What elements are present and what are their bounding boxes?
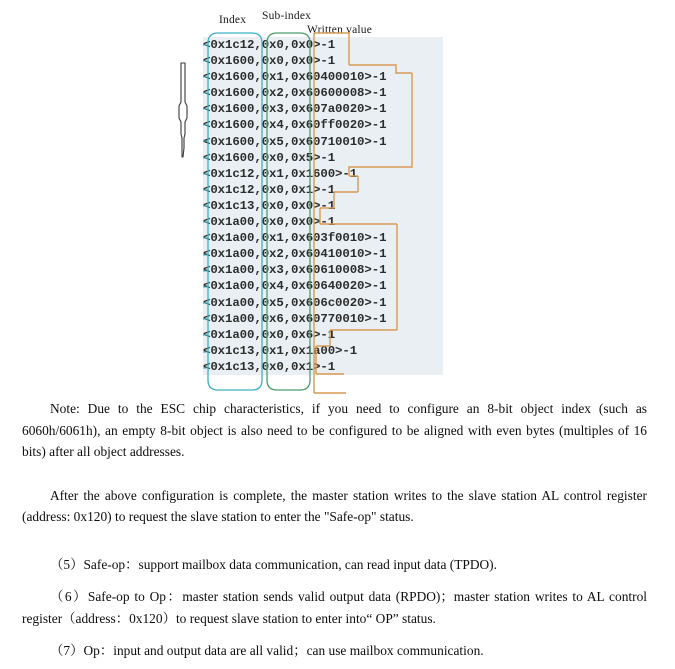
cell-tail: -1 (371, 279, 387, 294)
table-row (203, 359, 443, 375)
table-row (203, 134, 443, 150)
list-item-5: （5）Safe-op：support mailbox data communication, can read input data (TPDO). (50, 556, 497, 572)
cell-value: 0x1> (291, 359, 321, 374)
cell-index: <0x1a00, (203, 279, 262, 294)
cell-subindex: 0x2, (261, 247, 292, 262)
cell-value: 0x0> (291, 54, 321, 69)
table-row (203, 343, 443, 359)
cell-index: <0x1a00, (203, 215, 262, 230)
table-row (203, 246, 443, 262)
cell-tail: -1 (320, 327, 336, 342)
table-row (203, 198, 443, 214)
table-row (203, 214, 443, 230)
cell-index: <0x1a00, (203, 327, 262, 342)
table-row (203, 230, 443, 246)
table-row (203, 37, 443, 53)
table-row (203, 53, 443, 69)
cell-tail: -1 (320, 54, 336, 69)
cell-index: <0x1600, (203, 102, 262, 117)
cell-value: 0x5> (291, 150, 321, 165)
object-dictionary-rows (203, 37, 443, 375)
cell-tail: -1 (320, 198, 336, 213)
cell-tail: -1 (371, 295, 387, 310)
cell-index: <0x1c12, (203, 166, 262, 181)
cell-value: 0x0> (291, 198, 321, 213)
pointer-needle-icon (172, 62, 194, 158)
cell-value: 0x1a00> (291, 343, 343, 358)
cell-subindex: 0x3, (261, 102, 292, 117)
cell-subindex: 0x4, (261, 279, 292, 294)
cell-value: 0x60710010> (291, 134, 372, 149)
cell-index: <0x1a00, (203, 263, 262, 278)
cell-index: <0x1c13, (203, 198, 262, 213)
cell-subindex: 0x2, (261, 86, 292, 101)
cell-index: <0x1c12, (203, 38, 262, 52)
table-row (203, 295, 443, 311)
cell-tail: -1 (371, 86, 387, 101)
list-item-6: （6）Safe-op to Op：master station sends valid output data (RPDO)；master station writes to AL control register（address：0x120）to request slave station to enter into“ OP” status. (22, 589, 647, 626)
cell-index: <0x1c13, (203, 359, 262, 374)
cell-value: 0x60640020> (291, 279, 372, 294)
cell-subindex: 0x0, (261, 182, 292, 197)
table-row (203, 166, 443, 182)
table-row (203, 117, 443, 133)
cell-subindex: 0x0, (261, 198, 292, 213)
table-row (203, 327, 443, 343)
paragraph-gap (22, 463, 647, 485)
cell-tail: -1 (320, 38, 336, 52)
cell-tail: -1 (371, 102, 387, 117)
cell-index: <0x1600, (203, 54, 262, 69)
cell-index: <0x1600, (203, 70, 262, 85)
cell-index: <0x1a00, (203, 247, 262, 262)
cell-value: 0x1> (291, 182, 321, 197)
cell-tail: -1 (371, 231, 387, 246)
table-row (203, 101, 443, 117)
table-row (203, 69, 443, 85)
cell-value: 0x60400010> (291, 70, 372, 85)
cell-subindex: 0x3, (261, 263, 292, 278)
paragraph-gap (22, 528, 647, 554)
cell-index: <0x1c12, (203, 182, 262, 197)
cell-subindex: 0x0, (261, 150, 292, 165)
cell-tail: -1 (371, 134, 387, 149)
cell-index: <0x1600, (203, 134, 262, 149)
cell-subindex: 0x1, (261, 231, 292, 246)
cell-value: 0x603f0010> (291, 231, 372, 246)
cell-tail: -1 (320, 182, 336, 197)
cell-subindex: 0x0, (261, 359, 292, 374)
cell-tail: -1 (371, 263, 387, 278)
cell-value: 0x60410010> (291, 247, 372, 262)
cell-subindex: 0x0, (261, 215, 292, 230)
cell-index: <0x1a00, (203, 231, 262, 246)
table-row (203, 85, 443, 101)
table-row (203, 311, 443, 327)
cell-value: 0x607a0020> (291, 102, 372, 117)
paragraph-gap (22, 629, 647, 640)
cell-subindex: 0x5, (261, 134, 292, 149)
cell-index: <0x1a00, (203, 311, 262, 326)
column-label-sub-index: Sub-index (262, 10, 312, 22)
cell-tail: -1 (342, 166, 358, 181)
cell-value: 0x60770010> (291, 311, 372, 326)
column-label-index: Index (219, 14, 247, 26)
cell-tail: -1 (371, 311, 387, 326)
table-row (203, 150, 443, 166)
column-label-written-value: Written value (307, 24, 373, 36)
cell-tail: -1 (371, 247, 387, 262)
paragraph-gap (22, 575, 647, 586)
after-configuration-paragraph: After the above configuration is complete, the master station writes to the slave station AL control register (address: 0x120) to request the slave station to enter the "Safe-op" status. (22, 487, 647, 524)
cell-tail: -1 (371, 70, 387, 85)
cell-value: 0x60610008> (291, 263, 372, 278)
cell-tail: -1 (371, 118, 387, 133)
cell-value: 0x0> (291, 215, 321, 230)
cell-tail: -1 (320, 359, 336, 374)
cell-subindex: 0x4, (261, 118, 292, 133)
table-row (203, 182, 443, 198)
cell-index: <0x1a00, (203, 295, 262, 310)
cell-tail: -1 (320, 215, 336, 230)
table-row (203, 262, 443, 278)
cell-subindex: 0x1, (261, 70, 292, 85)
cell-subindex: 0x0, (261, 54, 292, 69)
table-row (203, 278, 443, 294)
cell-subindex: 0x6, (261, 311, 292, 326)
cell-value: 0x606c0020> (291, 295, 372, 310)
cell-value: 0x60ff0020> (291, 118, 372, 133)
body-text-section (0, 398, 675, 662)
cell-subindex: 0x0, (261, 327, 292, 342)
cell-value: 0x0> (291, 38, 321, 52)
cell-value: 0x6> (291, 327, 321, 342)
cell-subindex: 0x5, (261, 295, 292, 310)
cell-index: <0x1600, (203, 86, 262, 101)
cell-index: <0x1600, (203, 150, 262, 165)
note-paragraph: Note: Due to the ESC chip characteristics, if you need to configure an 8-bit object index (such as 6060h/6061h), an empty 8-bit object is also need to be configured to be aligned with even bytes (multiples of 16 bits) after all object addresses. (22, 401, 647, 459)
cell-subindex: 0x0, (261, 38, 292, 52)
cell-tail: -1 (342, 343, 358, 358)
cell-index: <0x1600, (203, 118, 262, 133)
cell-subindex: 0x1, (261, 166, 292, 181)
cell-value: 0x60600008> (291, 86, 372, 101)
cell-subindex: 0x1, (261, 343, 292, 358)
list-item-7: （7）Op：input and output data are all valid；can use mailbox communication. (50, 643, 484, 658)
cell-index: <0x1c13, (203, 343, 262, 358)
cell-value: 0x1600> (291, 166, 343, 181)
cell-tail: -1 (320, 150, 336, 165)
